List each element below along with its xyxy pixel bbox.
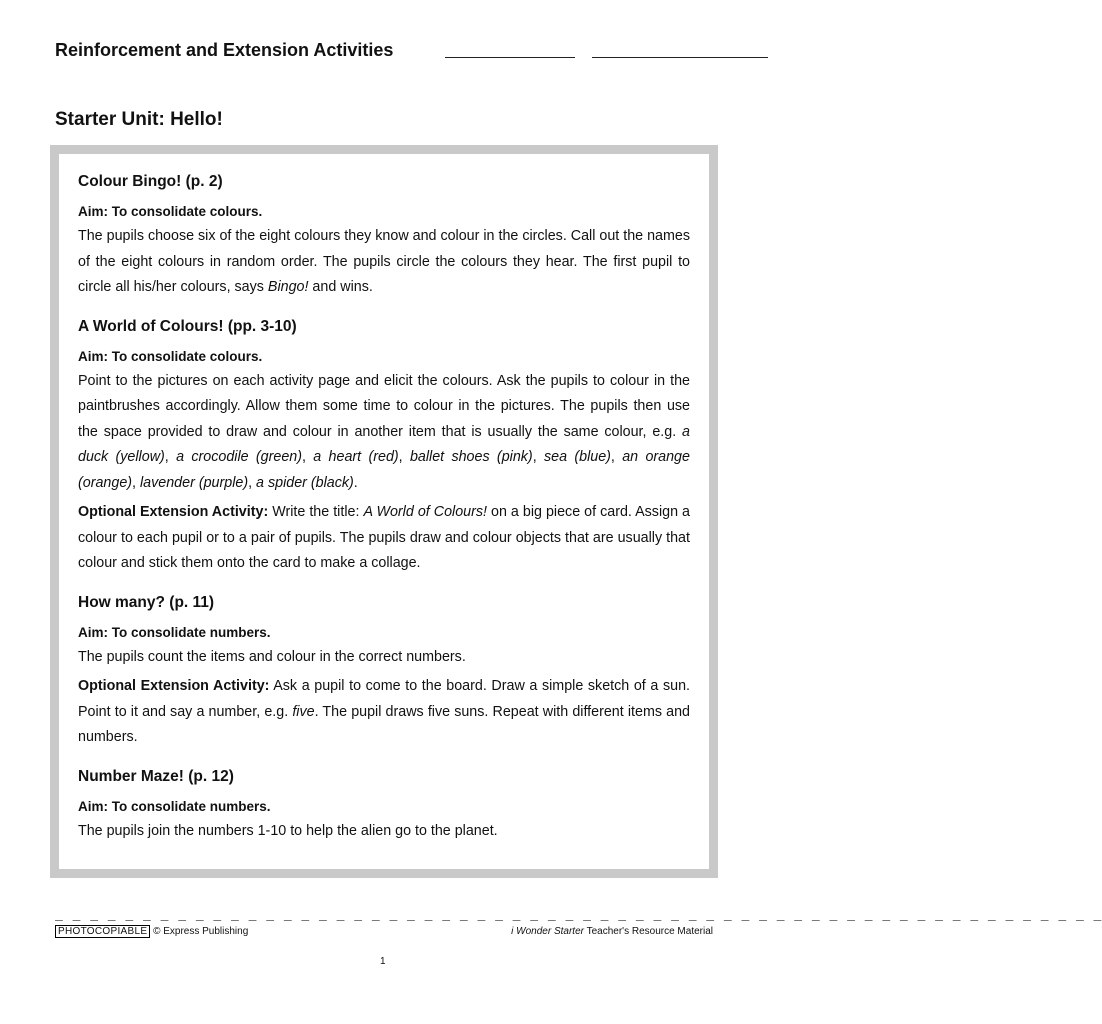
body-text: Ask a pupil to come to the board. Draw a simple sketch of a sun. Point to it and say a number, e.g. bbox=[78, 678, 690, 720]
body-text: . bbox=[353, 474, 358, 491]
photocopiable-badge: PHOTOCOPIABLE bbox=[55, 925, 150, 938]
italic-text: a heart (red) bbox=[313, 449, 399, 465]
body-text: on a big piece of card. Assign a colour to each pupil or to a pair of pupils. The pupils draw and colour objects that are usually that colour and stick them onto the card to make a collage. bbox=[78, 504, 690, 571]
header-rule bbox=[592, 57, 768, 58]
book-title: i Wonder Starter bbox=[511, 926, 584, 937]
activity-section bbox=[78, 170, 690, 301]
activity-section bbox=[78, 765, 690, 845]
italic-text: sea (blue) bbox=[543, 449, 611, 465]
activity-description bbox=[78, 645, 690, 671]
body-text: and wins. bbox=[308, 279, 373, 295]
activity-aim: Aim: To consolidate colours. bbox=[78, 348, 263, 364]
activity-section bbox=[78, 591, 690, 751]
activity-description bbox=[78, 224, 690, 301]
italic-text: a crocodile (green) bbox=[176, 449, 302, 465]
italic-text: lavender (purple) bbox=[140, 474, 249, 491]
publisher-text: © Express Publishing bbox=[153, 926, 249, 937]
body-text: . The pupil draws five suns. Repeat with different items and numbers. bbox=[78, 703, 690, 745]
optional-extension-activity bbox=[78, 500, 690, 577]
italic-text: a duck (yellow) bbox=[78, 423, 690, 465]
body-text: The pupils count the items and colour in the correct numbers. bbox=[78, 648, 466, 665]
header-rule bbox=[445, 57, 575, 58]
activity-title: How many? (p. 11) bbox=[78, 593, 215, 611]
italic-text: ballet shoes (pink) bbox=[409, 449, 533, 465]
body-text: , bbox=[164, 449, 177, 465]
activity-title: Colour Bingo! (p. 2) bbox=[78, 173, 223, 190]
activity-title: Number Maze! (p. 12) bbox=[78, 767, 234, 785]
activity-description bbox=[78, 369, 690, 497]
body-text: Write the title: bbox=[268, 504, 364, 520]
activity-aim: Aim: To consolidate colours. bbox=[78, 204, 263, 219]
activity-description bbox=[78, 819, 690, 845]
body-text: , bbox=[132, 474, 140, 491]
body-text: , bbox=[248, 474, 257, 491]
footer-right bbox=[511, 926, 713, 937]
body-text: The pupils join the numbers 1-10 to help the alien go to the planet. bbox=[78, 822, 498, 839]
activity-section bbox=[78, 315, 690, 577]
activity-aim: Aim: To consolidate numbers. bbox=[78, 798, 271, 814]
footer-dashed-rule: _ _ _ _ _ _ _ _ _ _ _ _ _ _ _ _ _ _ _ _ _ _ _ _ _ _ _ _ _ _ _ _ _ _ _ _ _ _ _ _ _ _ _ _ _ _ _ _ _ _ _ _ _ _ _ _ _ _ _ _ bbox=[55, 908, 1102, 923]
unit-title: Starter Unit: Hello! bbox=[55, 109, 223, 130]
italic-text: five bbox=[292, 703, 315, 720]
optional-extension-activity bbox=[78, 674, 690, 751]
italic-text: an orange (orange) bbox=[78, 449, 690, 491]
italic-text: a spider (black) bbox=[256, 474, 354, 491]
activities-panel-inner bbox=[59, 154, 709, 869]
page-number: 1 bbox=[380, 956, 386, 967]
activities-content bbox=[78, 170, 690, 858]
extension-label: Optional Extension Activity: bbox=[78, 678, 270, 694]
body-text: The pupils choose six of the eight colours they know and colour in the circles. Call out the names of the eight colours in random order. The pupils circle the colours they hear. The first pupil to circle all his/her colours, says bbox=[78, 228, 690, 295]
body-text: , bbox=[398, 449, 410, 465]
activity-title: A World of Colours! (pp. 3-10) bbox=[78, 317, 297, 335]
italic-text: A World of Colours! bbox=[363, 504, 487, 520]
running-header-title: Reinforcement and Extension Activities bbox=[55, 40, 394, 60]
italic-text: Bingo! bbox=[267, 279, 309, 295]
extension-label: Optional Extension Activity: bbox=[78, 504, 269, 520]
body-text: , bbox=[532, 449, 544, 465]
body-text: , bbox=[610, 449, 623, 465]
body-text: , bbox=[301, 449, 314, 465]
footer-left bbox=[55, 926, 248, 937]
body-text: Point to the pictures on each activity page and elicit the colours. Ask the pupils to colour in the paintbrushes accordingly. Allow them some time to colour in the pictures. The pupils then use the space provided to draw and colour in another item that is usually the same colour, e.g. bbox=[78, 372, 690, 440]
book-subtitle: Teacher's Resource Material bbox=[583, 926, 713, 937]
activity-aim: Aim: To consolidate numbers. bbox=[78, 624, 271, 640]
activities-panel bbox=[50, 145, 718, 878]
